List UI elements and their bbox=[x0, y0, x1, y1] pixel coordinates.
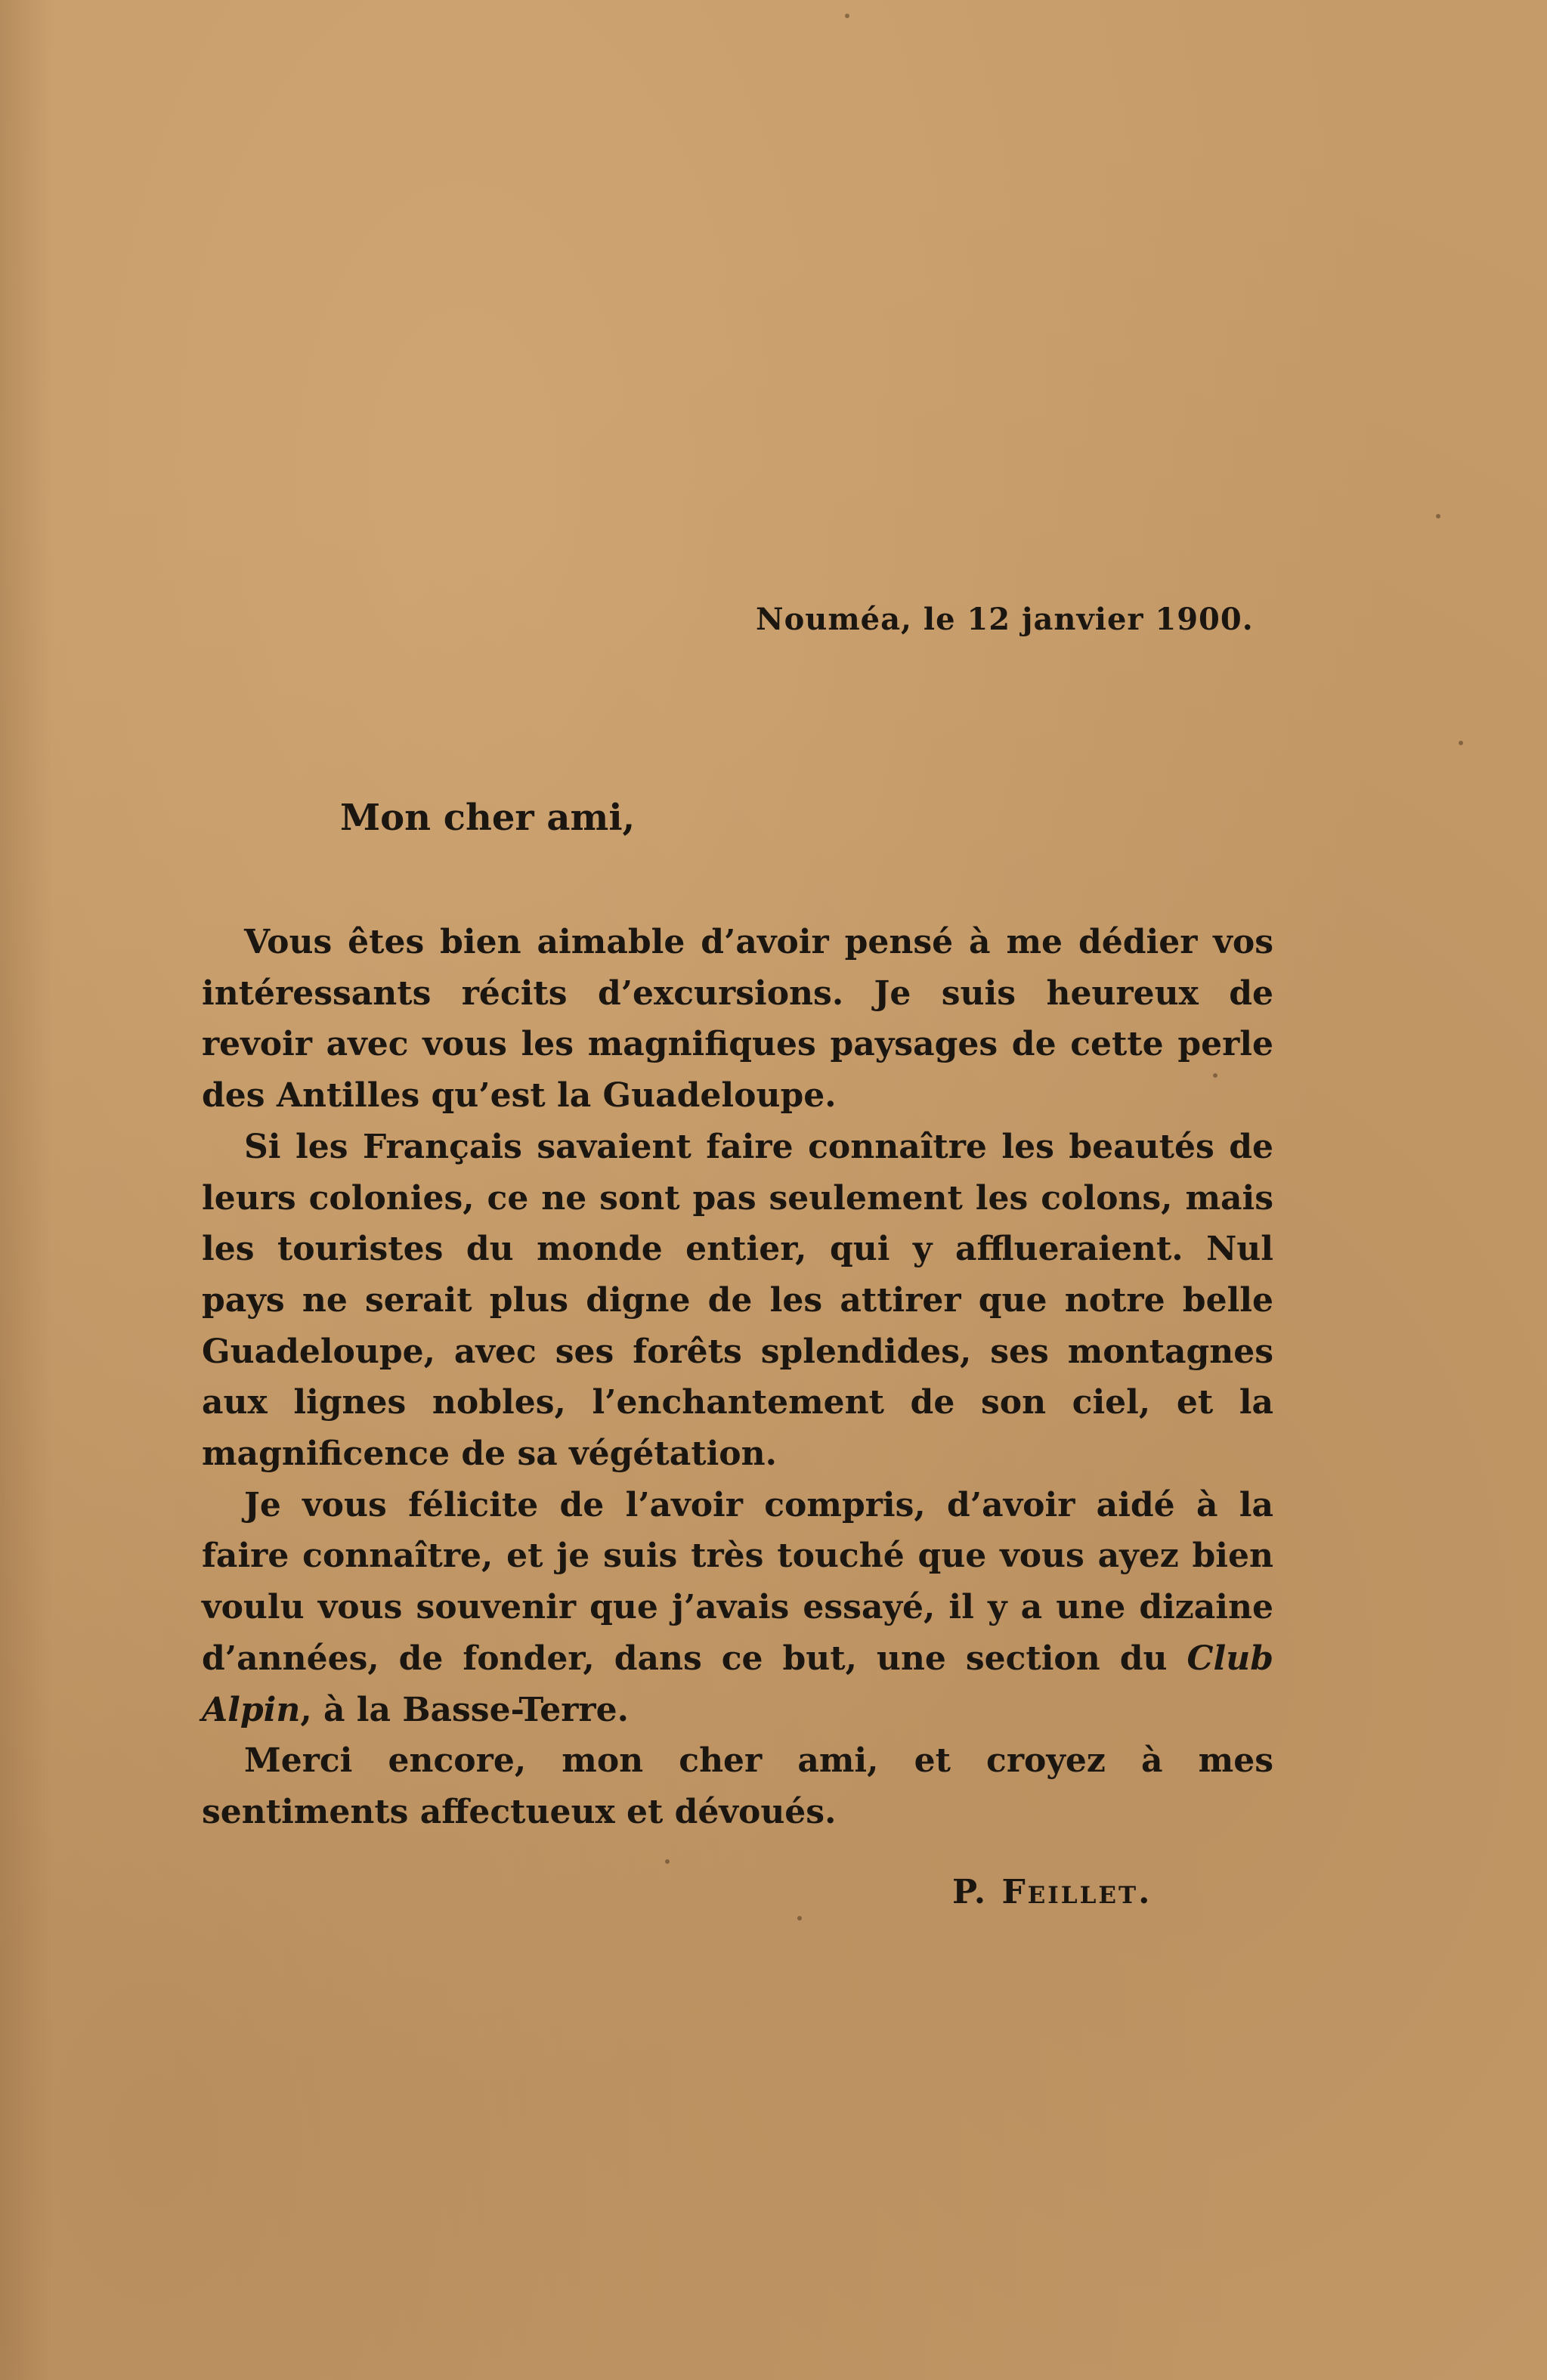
paper-speck bbox=[1213, 1073, 1217, 1078]
paragraph-1: Vous êtes bien aimable d’avoir pensé à me dédier vos intéressants récits d’excursions. Je suis heureux de revoir avec vous les magnifiques paysages de cette perle des Antilles qu’est la Guadeloupe. bbox=[202, 923, 1273, 1116]
dateline: Nouméa, le 12 janvier 1900. bbox=[756, 602, 1254, 637]
paragraph-3-text-before: Je vous félicite de l’avoir compris, d’avoir aidé à la faire connaître, et je suis très touché que vous ayez bien voulu vous souvenir que j’avais essayé, il y a une dizaine d’années, de fonder, dans ce but, une section du bbox=[202, 1485, 1273, 1678]
paper-speck bbox=[1459, 741, 1463, 745]
salutation: Mon cher ami, bbox=[340, 797, 636, 839]
paper-speck bbox=[845, 14, 849, 18]
paragraph-3-text-after: , à la Basse-Terre. bbox=[300, 1690, 629, 1729]
paragraph-2: Si les Français savaient faire connaître les beautés de leurs colonies, ce ne sont pas seulement les colons, mais les touristes du monde entier, qui y afflueraient. Nul pays ne serait plus digne de les attirer que notre belle Guadeloupe, avec ses forêts splendides, ses montagnes aux lignes nobles, l’enchantement de son ciel, et la magnificence de sa végétation. bbox=[202, 1127, 1273, 1474]
paragraph-3 bbox=[202, 1480, 1273, 1736]
paper-speck bbox=[1436, 514, 1440, 518]
paragraph-4: Merci encore, mon cher ami, et croyez à mes sentiments affectueux et dévoués. bbox=[202, 1741, 1273, 1831]
paper-speck bbox=[797, 1916, 802, 1920]
paper-speck bbox=[665, 1859, 670, 1864]
signature: P. Feillet. bbox=[952, 1873, 1153, 1911]
letter-body bbox=[202, 917, 1273, 1838]
club-alpin-emphasis: Club Alpin bbox=[202, 1639, 1273, 1729]
